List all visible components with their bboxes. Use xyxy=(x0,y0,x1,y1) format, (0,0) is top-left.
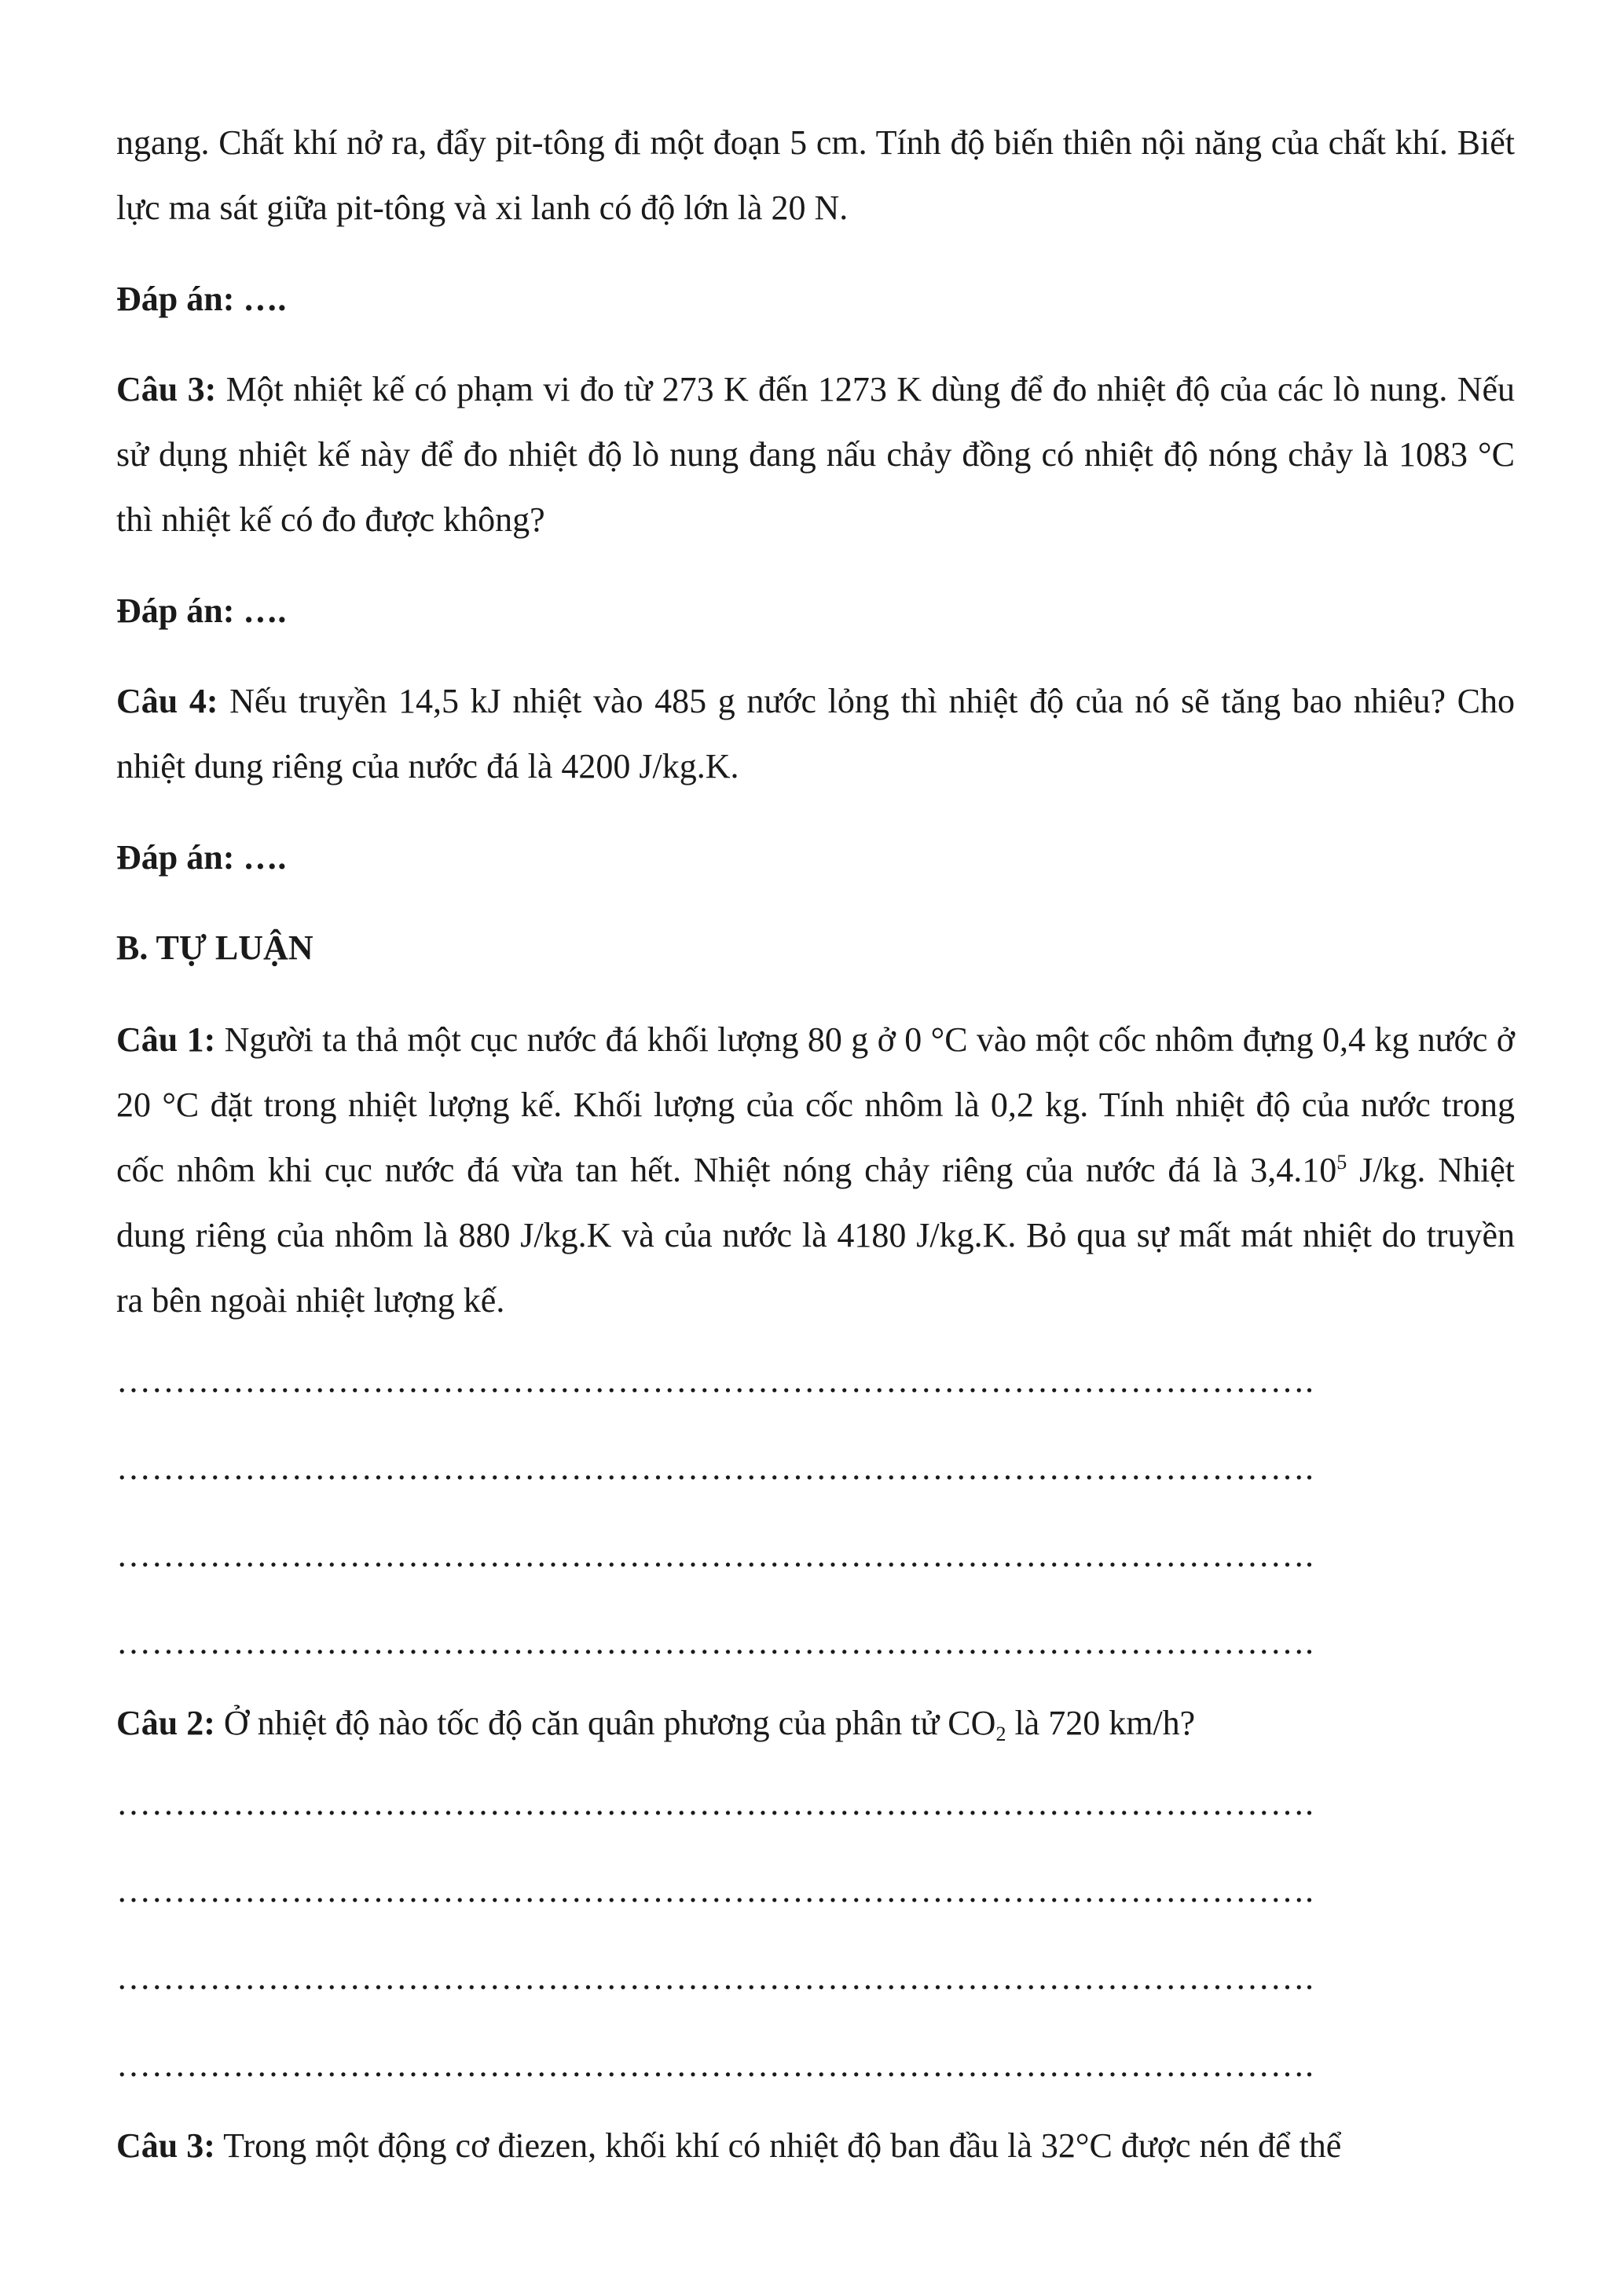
question-4-text: Nếu truyền 14,5 kJ nhiệt vào 485 g nước lỏng thì nhiệt độ của nó sẽ tăng bao nhiêu? Cho nhiệt dung riêng của nước đá là 4200 J/kg.K. xyxy=(116,682,1515,785)
essay-question-2-text-a: Ở nhiệt độ nào tốc độ căn quân phương của phân tử CO xyxy=(214,1704,996,1742)
document-page xyxy=(116,110,1515,2178)
essay-question-3-label: Câu 3: xyxy=(116,2126,215,2165)
answer-dotted-line: …………………………………………………………………………………………. xyxy=(116,1958,1314,1997)
question-4-label: Câu 4: xyxy=(116,682,218,720)
essay-question-1-label: Câu 1: xyxy=(116,1020,216,1059)
answer-dotted-line: …………………………………………………………………………………………. xyxy=(116,1623,1314,1661)
essay-question-2 xyxy=(116,1690,1515,1756)
essay-question-3 xyxy=(116,2113,1515,2178)
essay-question-1-text-b: J/kg. Nhiệt dung riêng của nhôm là 880 J/kg.K và của nước là 4180 J/kg.K. Bỏ qua sự mất mát nhiệt do truyền ra bên ngoài nhiệt lượng kế. xyxy=(116,1151,1515,1320)
essay-question-2-label: Câu 2: xyxy=(116,1704,215,1742)
answer-line-4: Đáp án: …. xyxy=(116,838,287,877)
essay-question-2-text-b: là 720 km/h? xyxy=(1006,1704,1196,1742)
essay-question-1-text-a: Người ta thả một cục nước đá khối lượng 80 g ở 0 °C vào một cốc nhôm đựng 0,4 kg nước ở 20 °C đặt trong nhiệt lượng kế. Khối lượng của cốc nhôm là 0,2 kg. Tính nhiệt độ của nước trong cốc nhôm khi cục nước đá vừa tan hết. Nhiệt nóng chảy riêng của nước đá là 3,4.10 xyxy=(116,1020,1515,1189)
answer-dotted-line: …………………………………………………………………………………………. xyxy=(116,1871,1314,1910)
essay-question-1-exponent: 5 xyxy=(1336,1151,1347,1174)
essay-question-2-subscript: 2 xyxy=(995,1723,1006,1745)
section-b-heading: B. TỰ LUẬN xyxy=(116,928,313,967)
question-3-text: Một nhiệt kế có phạm vi đo từ 273 K đến 1273 K dùng để đo nhiệt độ của các lò nung. Nếu sử dụng nhiệt kế này để đo nhiệt độ lò nung đang nấu chảy đồng có nhiệt độ nóng chảy là 1083 °C thì nhiệt kế có đo được không? xyxy=(116,370,1515,539)
answer-dotted-line: …………………………………………………………………………………………. xyxy=(116,1784,1314,1822)
essay-question-3-text: Trong một động cơ điezen, khối khí có nhiệt độ ban đầu là 32°C được nén để thể xyxy=(214,2126,1342,2165)
answer-line-3: Đáp án: …. xyxy=(116,591,287,630)
question-3-label: Câu 3: xyxy=(116,370,217,408)
essay-question-1 xyxy=(116,1007,1515,1333)
question-3 xyxy=(116,357,1515,552)
answer-line-2: Đáp án: …. xyxy=(116,280,287,318)
answer-dotted-line: …………………………………………………………………………………………. xyxy=(116,2045,1314,2084)
answer-dotted-line: …………………………………………………………………………………………. xyxy=(116,1536,1314,1574)
intro-paragraph: ngang. Chất khí nở ra, đẩy pit-tông đi một đoạn 5 cm. Tính độ biến thiên nội năng của chất khí. Biết lực ma sát giữa pit-tông và xi lanh có độ lớn là 20 N. xyxy=(116,123,1515,227)
answer-dotted-line: …………………………………………………………………………………………. xyxy=(116,1448,1314,1487)
question-4 xyxy=(116,668,1515,799)
answer-dotted-line: …………………………………………………………………………………………. xyxy=(116,1361,1314,1400)
